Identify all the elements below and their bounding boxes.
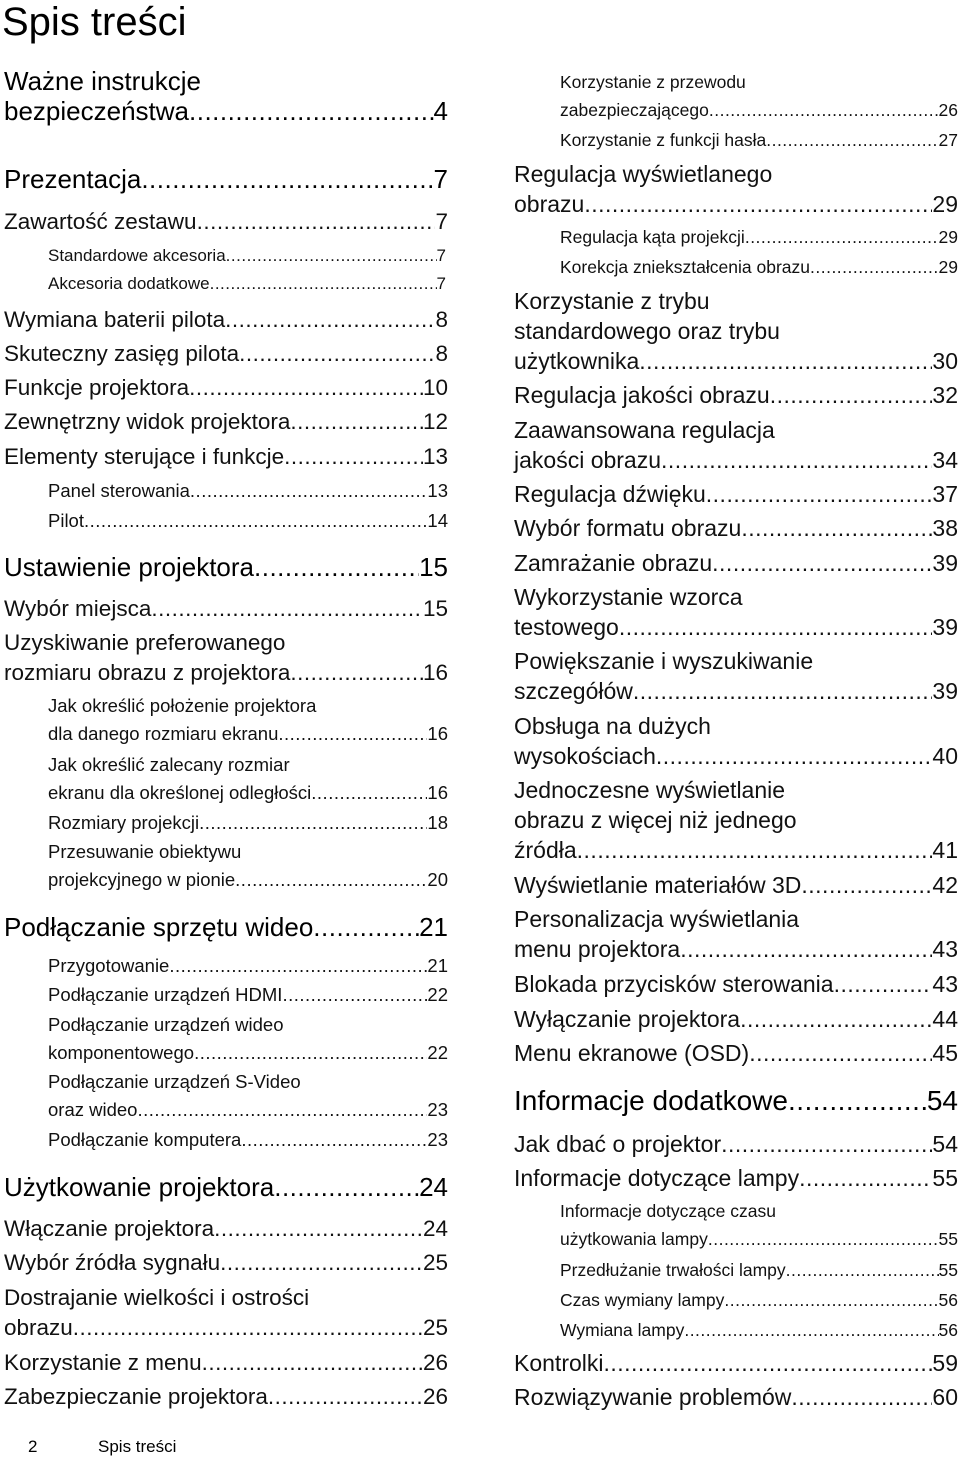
toc-entry-section[interactable] [514, 582, 958, 642]
toc-page-number: 12 [422, 409, 448, 434]
toc-entry-title: wysokościach [514, 743, 656, 769]
toc-entry-title-line: Obsługa na dużych [514, 713, 711, 739]
toc-page-number: 39 [932, 550, 958, 576]
toc-entry-title-line: Podłączanie urządzeń S-Video [48, 1071, 301, 1092]
toc-entry-title-line: Przesuwanie obiektywu [48, 841, 242, 862]
toc-page-number: 56 [938, 1320, 958, 1340]
toc-page-number: 41 [932, 837, 958, 863]
toc-page-number: 23 [427, 1099, 448, 1120]
toc-page-number: 54 [926, 1085, 958, 1116]
toc-entry-section[interactable] [4, 1214, 448, 1244]
toc-page-number: 38 [932, 515, 958, 541]
toc-page-number: 55 [932, 1165, 958, 1191]
toc-entry-title: Wymiana baterii pilota [4, 307, 226, 332]
toc-page-number: 16 [427, 723, 448, 744]
toc-entry-title: Informacje dodatkowe [514, 1085, 788, 1116]
toc-entry-title: dla danego rozmiaru ekranu [48, 723, 279, 744]
toc-entry-subsection[interactable] [48, 692, 448, 748]
toc-entry-title: Wybór źródła sygnału [4, 1250, 221, 1275]
toc-entry-subsection[interactable] [48, 1068, 448, 1124]
toc-entry-subsection[interactable] [560, 1197, 958, 1253]
toc-entry-title: Pilot [48, 510, 84, 531]
toc-page-number: 32 [932, 382, 958, 408]
toc-entry-subsection[interactable] [48, 838, 448, 894]
toc-entry-title-line: Korzystanie z przewodu [560, 72, 746, 92]
toc-entry-title-line: obrazu z więcej niż jednego [514, 807, 797, 833]
toc-entry-title: Rozmiary projekcji [48, 812, 200, 833]
toc-page-number: 7 [433, 164, 448, 194]
toc-entry-title: Regulacja dźwięku [514, 481, 706, 507]
toc-page-number: 22 [427, 984, 448, 1005]
toc-entry-subsection[interactable] [48, 270, 446, 298]
toc-entry-title: Podłączanie komputera [48, 1129, 242, 1150]
toc-page-number: 45 [932, 1040, 958, 1066]
toc-entry-section[interactable] [4, 373, 448, 403]
toc-entry-title-line: Uzyskiwanie preferowanego [4, 630, 286, 655]
toc-entry-title-line: Zaawansowana regulacja [514, 417, 775, 443]
toc-page-number: 56 [938, 1290, 958, 1310]
toc-page-number: 7 [436, 274, 446, 293]
toc-entry-title: projekcyjnego w pionie [48, 869, 236, 890]
toc-page-number: 10 [422, 375, 448, 400]
toc-entry-subsection[interactable] [48, 507, 448, 535]
toc-page-number: 42 [932, 872, 958, 898]
toc-entry-title-line: standardowego oraz trybu [514, 318, 780, 344]
toc-entry-title: ekranu dla określonej odległości [48, 782, 312, 803]
toc-entry-section[interactable] [514, 1163, 958, 1193]
toc-entry-title: Menu ekranowe (OSD) [514, 1040, 750, 1066]
toc-entry-subsection[interactable] [560, 223, 958, 251]
toc-entry-section[interactable] [4, 407, 448, 437]
toc-entry-title: Akcesoria dodatkowe [48, 274, 210, 293]
toc-entry-section[interactable] [514, 1004, 958, 1034]
toc-entry-title-line: Jak określić położenie projektora [48, 695, 317, 716]
toc-entry-subsection[interactable] [48, 242, 446, 270]
toc-entry-subsection[interactable] [48, 981, 448, 1009]
toc-entry-section[interactable] [4, 442, 448, 472]
toc-page-number: 43 [932, 971, 958, 997]
toc-entry-title: Podłączanie sprzętu wideo [4, 912, 314, 942]
toc-entry-title: Standardowe akcesoria [48, 246, 226, 265]
toc-page-number: 16 [422, 660, 448, 685]
toc-entry-section[interactable] [4, 628, 448, 688]
toc-entry-title: Włączanie projektora [4, 1216, 215, 1241]
toc-entry-title: Zamrażanie obrazu [514, 550, 713, 576]
toc-page-number: 27 [938, 130, 958, 150]
toc-page-number: 13 [427, 480, 448, 501]
toc-entry-chapter[interactable] [4, 164, 448, 194]
toc-page-number: 59 [932, 1350, 958, 1376]
toc-entry-section[interactable] [4, 207, 448, 237]
toc-page-number: 29 [938, 257, 958, 277]
toc-entry-chapter[interactable] [4, 552, 448, 582]
toc-page-number: 7 [435, 209, 448, 234]
toc-page-number: 15 [422, 596, 448, 621]
toc-entry-section[interactable] [514, 969, 958, 999]
toc-entry-section[interactable] [514, 513, 958, 543]
toc-entry-chapter[interactable] [4, 912, 448, 942]
toc-page-number: 21 [419, 912, 448, 942]
toc-page-number: 39 [932, 678, 958, 704]
toc-page-number: 26 [422, 1350, 448, 1375]
toc-page-number: 25 [422, 1315, 448, 1340]
toc-entry-title-line: Ważne instrukcje [4, 66, 201, 96]
page-title: Spis treści [2, 0, 187, 44]
toc-entry-title: Rozwiązywanie problemów [514, 1384, 792, 1410]
toc-entry-section[interactable] [514, 1348, 958, 1378]
toc-page-number: 8 [435, 341, 448, 366]
toc-entry-title-line: Informacje dotyczące czasu [560, 1201, 776, 1221]
toc-entry-title: Wyświetlanie materiałów 3D [514, 872, 802, 898]
footer-section-name: Spis treści [98, 1437, 177, 1456]
toc-entry-title: Ustawienie projektora [4, 552, 255, 582]
toc-entry-section[interactable] [514, 870, 958, 900]
toc-page-number: 24 [422, 1216, 448, 1241]
toc-page-number: 18 [427, 812, 448, 833]
toc-entry-title: źródła [514, 837, 577, 863]
toc-page-number: 37 [932, 481, 958, 507]
toc-entry-subsection[interactable] [48, 1126, 448, 1154]
toc-page-number: 43 [932, 936, 958, 962]
toc-entry-title: obrazu [4, 1315, 73, 1340]
toc-entry-title: oraz wideo [48, 1099, 138, 1120]
toc-entry-title: Informacje dotyczące lampy [514, 1165, 800, 1191]
toc-entry-section[interactable] [514, 1382, 958, 1412]
toc-entry-chapter[interactable] [514, 1085, 958, 1117]
toc-entry-title-line: Personalizacja wyświetlania [514, 906, 800, 932]
toc-entry-title: Korekcja zniekształcenia obrazu [560, 257, 810, 277]
toc-entry-title-line: Korzystanie z trybu [514, 288, 710, 314]
toc-page-number: 16 [427, 782, 448, 803]
toc-page-number: 22 [427, 1042, 448, 1063]
toc-entry-title: Zawartość zestawu [4, 209, 197, 234]
toc-entry-title: Regulacja kąta projekcji [560, 227, 745, 247]
toc-entry-section[interactable] [514, 479, 958, 509]
toc-page-number: 14 [427, 510, 448, 531]
toc-entry-subsection[interactable] [48, 477, 448, 505]
toc-entry-title: jakości obrazu [514, 447, 662, 473]
toc-page-number: 7 [436, 246, 446, 265]
toc-entry-title: menu projektora [514, 936, 681, 962]
toc-entry-title: Korzystanie z funkcji hasła [560, 130, 767, 150]
toc-entry-title: Wyłączanie projektora [514, 1006, 741, 1032]
toc-page-number: 29 [938, 227, 958, 247]
toc-entry-title-line: Jednoczesne wyświetlanie [514, 777, 786, 803]
toc-page-number: 25 [422, 1250, 448, 1275]
toc-entry-title-line: Podłączanie urządzeń wideo [48, 1014, 284, 1035]
toc-page-number: 20 [427, 869, 448, 890]
toc-entry-title-line: Wykorzystanie wzorca [514, 584, 743, 610]
toc-page-number: 34 [932, 447, 958, 473]
toc-entry-title: szczegółów [514, 678, 633, 704]
toc-entry-title: komponentowego [48, 1042, 195, 1063]
toc-entry-title: Użytkowanie projektora [4, 1172, 275, 1202]
toc-entry-section[interactable] [4, 1382, 448, 1412]
toc-page-number: 15 [419, 552, 448, 582]
toc-entry-title: Zewnętrzny widok projektora [4, 409, 291, 434]
toc-page-number: 39 [932, 614, 958, 640]
toc-entry-title-line: Dostrajanie wielkości i ostrości [4, 1285, 310, 1310]
toc-page-number: 23 [427, 1129, 448, 1150]
toc-entry-title: Regulacja jakości obrazu [514, 382, 770, 408]
toc-entry-subsection[interactable] [560, 253, 958, 281]
toc-entry-title: Blokada przycisków sterowania [514, 971, 834, 997]
toc-entry-title: Przedłużanie trwałości lampy [560, 1260, 786, 1280]
toc-entry-section[interactable] [4, 1348, 448, 1378]
toc-entry-section[interactable] [4, 339, 448, 369]
toc-entry-title: testowego [514, 614, 619, 640]
toc-entry-title: rozmiaru obrazu z projektora [4, 660, 291, 685]
toc-entry-subsection[interactable] [560, 1316, 958, 1344]
toc-entry-section[interactable] [514, 1129, 958, 1159]
toc-entry-title: obrazu [514, 191, 585, 217]
toc-entry-subsection[interactable] [48, 1011, 448, 1067]
toc-entry-title: Prezentacja [4, 164, 142, 194]
toc-entry-title: Kontrolki [514, 1350, 604, 1376]
toc-entry-section[interactable] [514, 711, 958, 771]
toc-entry-title: Korzystanie z menu [4, 1350, 202, 1375]
toc-entry-title: użytkowania lampy [560, 1229, 708, 1249]
toc-page-number: 21 [427, 955, 448, 976]
toc-entry-section[interactable] [514, 646, 958, 706]
toc-entry-subsection[interactable] [560, 68, 958, 124]
toc-page-number: 60 [932, 1384, 958, 1410]
toc-entry-section[interactable] [4, 1248, 448, 1278]
toc-entry-title: Wybór miejsca [4, 596, 152, 621]
toc-entry-title: Wymiana lampy [560, 1320, 685, 1340]
toc-entry-section[interactable] [514, 904, 958, 964]
toc-entry-subsection[interactable] [48, 952, 448, 980]
toc-entry-section[interactable] [4, 305, 448, 335]
toc-entry-section[interactable] [514, 415, 958, 475]
toc-entry-section[interactable] [514, 286, 958, 376]
toc-entry-title-line: Powiększanie i wyszukiwanie [514, 648, 814, 674]
toc-entry-title: Wybór formatu obrazu [514, 515, 742, 541]
toc-entry-title: Czas wymiany lampy [560, 1290, 725, 1310]
toc-entry-title: Funkcje projektora [4, 375, 190, 400]
toc-entry-section[interactable] [514, 380, 958, 410]
toc-entry-subsection[interactable] [48, 751, 448, 807]
toc-entry-section[interactable] [514, 775, 958, 865]
toc-page-number: 55 [938, 1260, 958, 1280]
toc-entry-title: Przygotowanie [48, 955, 170, 976]
toc-page-number: 13 [422, 444, 448, 469]
toc-entry-title: Jak dbać o projektor [514, 1131, 722, 1157]
toc-page-number: 30 [932, 348, 958, 374]
toc-entry-section[interactable] [514, 159, 958, 219]
toc-entry-title: Panel sterowania [48, 480, 190, 501]
toc-entry-section[interactable] [514, 1038, 958, 1068]
toc-entry-section[interactable] [514, 548, 958, 578]
toc-entry-section[interactable] [4, 1283, 448, 1343]
toc-entry-subsection[interactable] [560, 1256, 958, 1284]
toc-entry-subsection[interactable] [48, 809, 448, 837]
toc-entry-title-line: Regulacja wyświetlanego [514, 161, 773, 187]
toc-page-number: 26 [422, 1384, 448, 1409]
toc-page-number: 54 [932, 1131, 958, 1157]
toc-entry-title-line: Jak określić zalecany rozmiar [48, 754, 290, 775]
toc-page-number: 55 [938, 1229, 958, 1249]
toc-page-number: 26 [938, 100, 958, 120]
toc-entry-chapter[interactable] [4, 1172, 448, 1202]
toc-entry-title: zabezpieczającego [560, 100, 709, 120]
toc-entry-title: Elementy sterujące i funkcje [4, 444, 285, 469]
toc-page-number: 29 [932, 191, 958, 217]
toc-page-number: 24 [419, 1172, 448, 1202]
toc-entry-subsection[interactable] [560, 1286, 958, 1314]
toc-page-number: 44 [932, 1006, 958, 1032]
toc-page-number: 8 [435, 307, 448, 332]
footer-page-number: 2 [28, 1437, 38, 1456]
toc-entry-title: Skuteczny zasięg pilota [4, 341, 240, 366]
toc-entry-title: użytkownika [514, 348, 640, 374]
toc-page-number: 4 [433, 96, 448, 126]
toc-entry-title: bezpieczeństwa [4, 96, 189, 126]
toc-entry-title: Podłączanie urządzeń HDMI [48, 984, 283, 1005]
toc-page-number: 40 [932, 743, 958, 769]
toc-entry-subsection[interactable] [560, 126, 958, 154]
toc-entry-chapter[interactable] [4, 66, 448, 126]
toc-entry-title: Zabezpieczanie projektora [4, 1384, 268, 1409]
toc-entry-section[interactable] [4, 594, 448, 624]
